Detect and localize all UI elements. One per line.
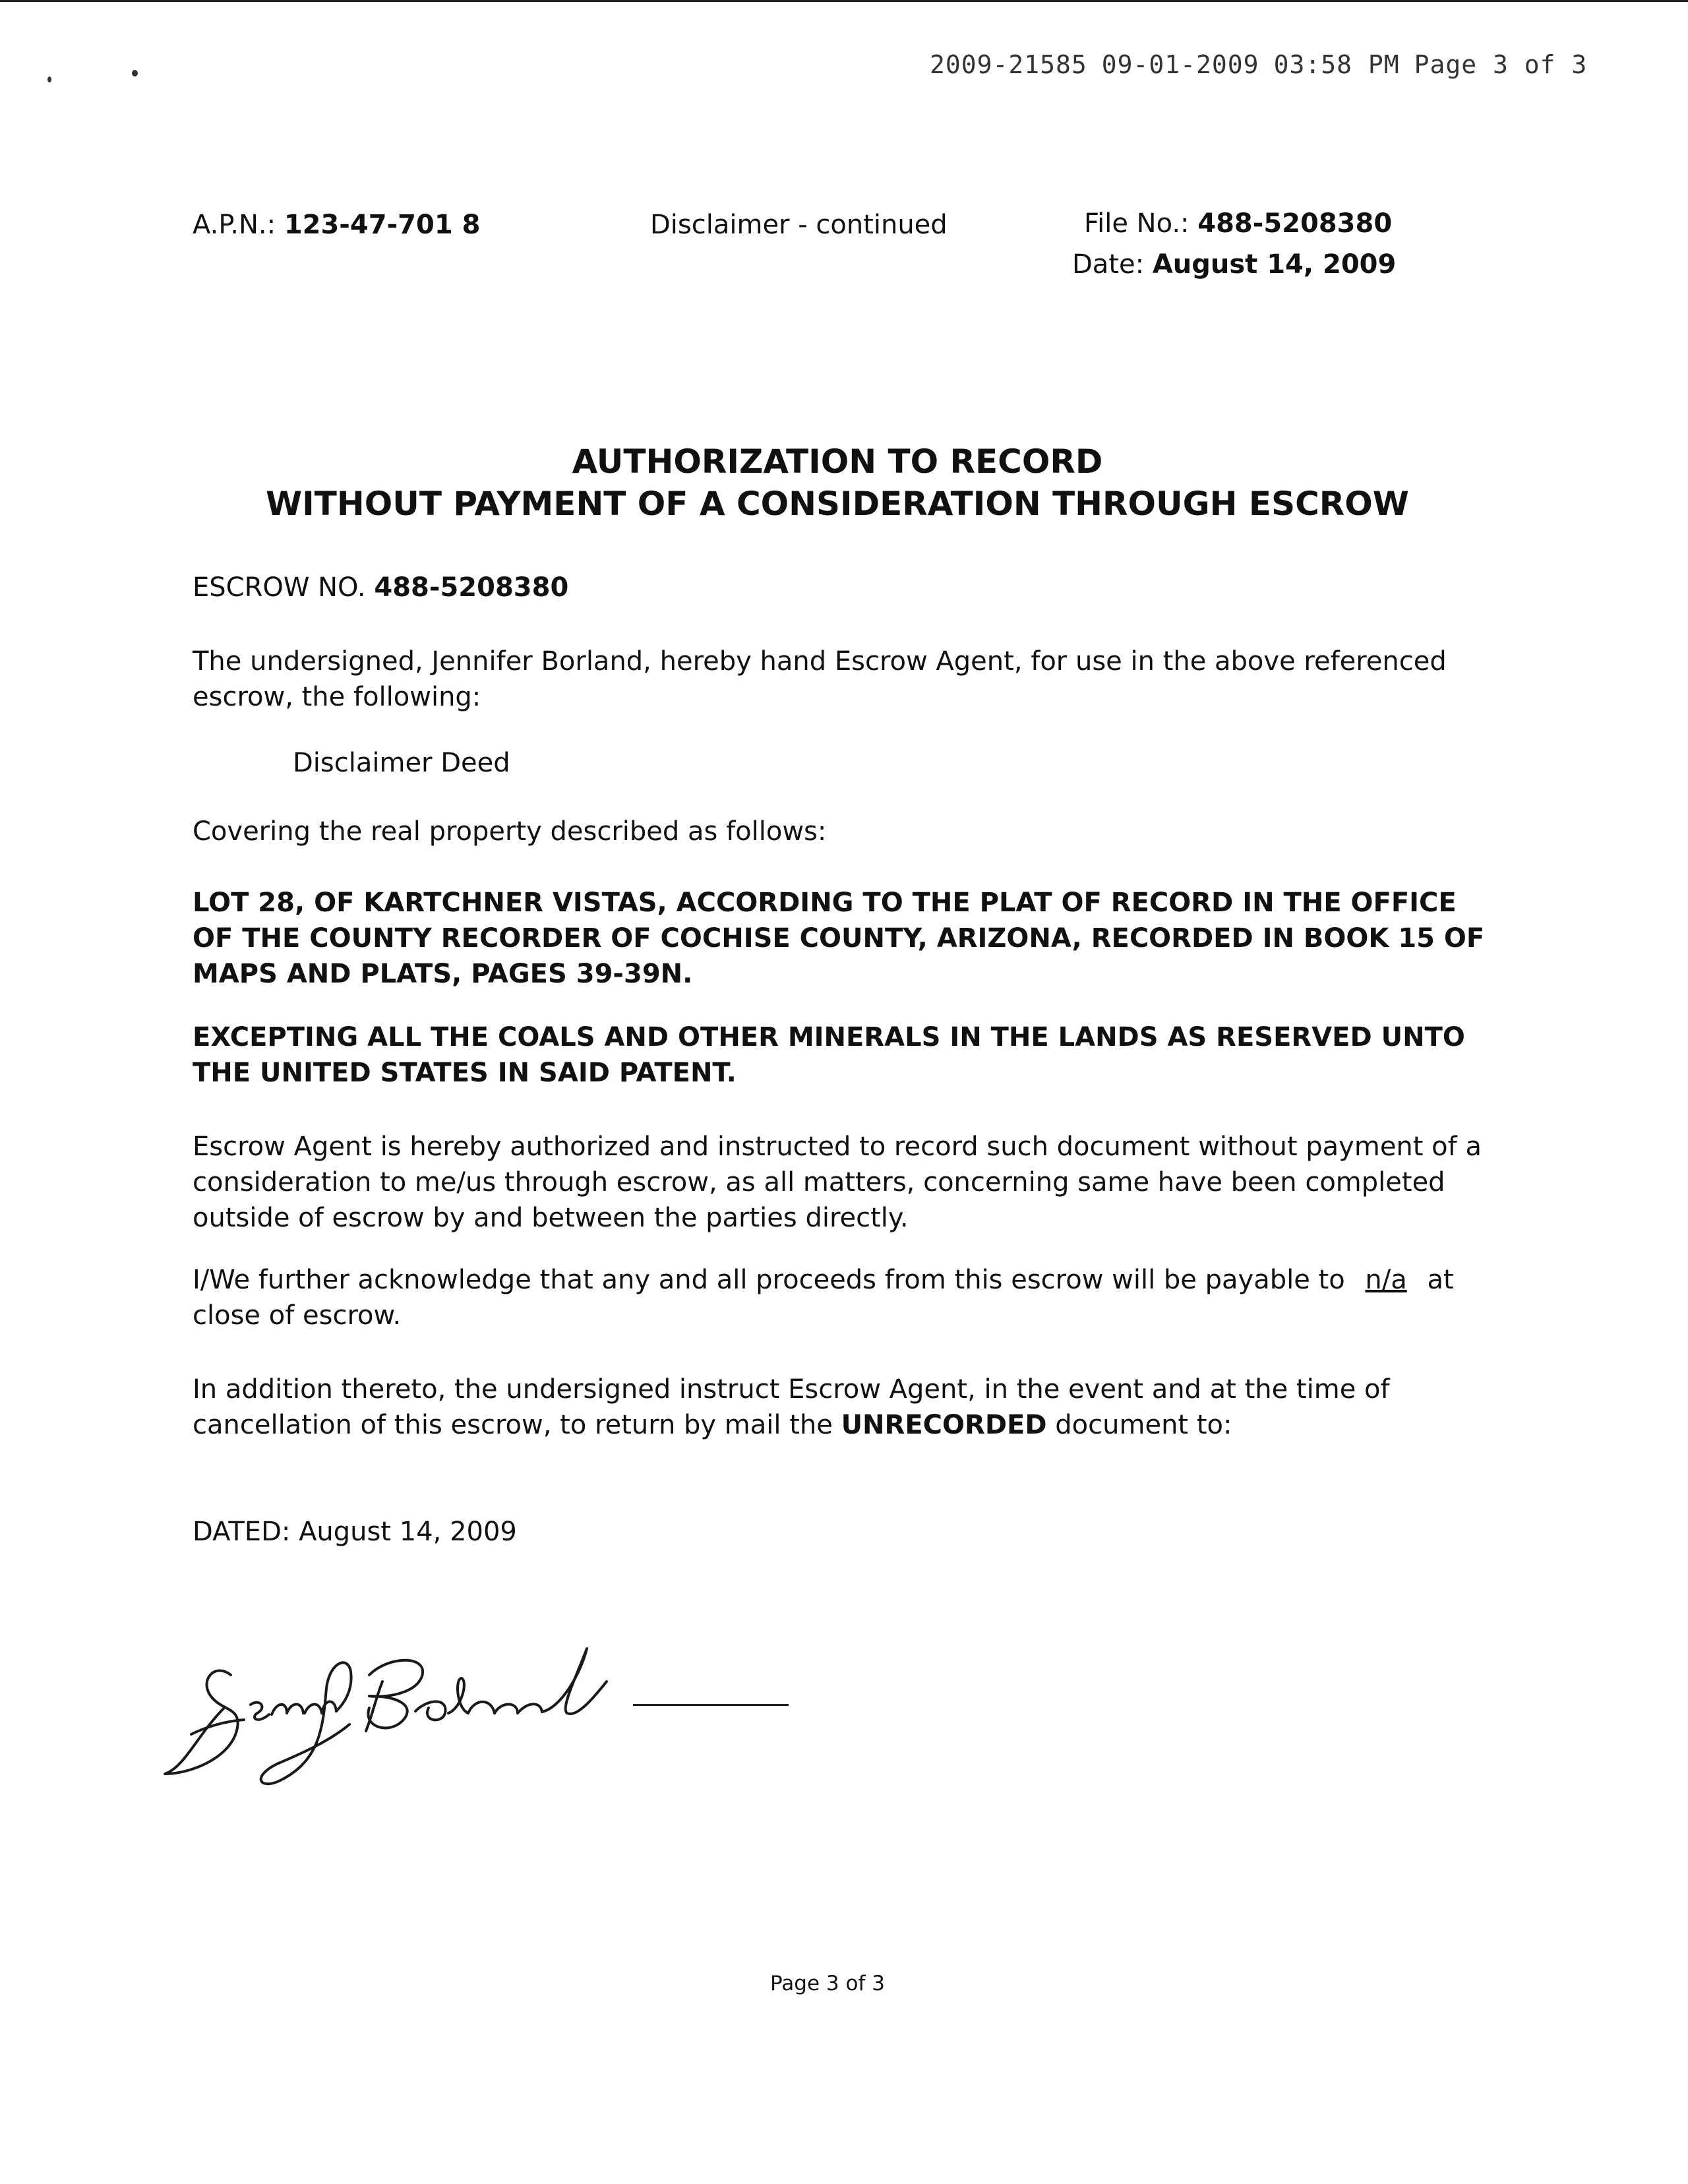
recording-stamp bbox=[930, 50, 1589, 79]
document-name: Disclaimer Deed bbox=[293, 748, 510, 778]
mineral-exception: EXCEPTING ALL THE COALS AND OTHER MINERALS IN THE LANDS AS RESERVED UNTO THE UNITED STATES IN SAID PATENT. bbox=[193, 1022, 1465, 1088]
section-label: Disclaimer - continued bbox=[650, 210, 948, 240]
legal-description: LOT 28, OF KARTCHNER VISTAS, ACCORDING TO THE PLAT OF RECORD IN THE OFFICE OF THE COUNTY RECORDER OF COCHISE COUNTY, ARIZONA, RECORDED IN BOOK 15 OF MAPS AND PLATS, PAGES 39-39N. bbox=[193, 888, 1485, 989]
date-label: Date: bbox=[1072, 249, 1145, 280]
intro-paragraph: The undersigned, Jennifer Borland, hereby hand Escrow Agent, for use in the above referenced escrow, the following: bbox=[193, 646, 1447, 712]
footer-page-label: Page bbox=[770, 1972, 820, 1995]
file-label: File No.: bbox=[1084, 208, 1190, 239]
scan-speck bbox=[132, 70, 138, 76]
cancellation-bold: UNRECORDED bbox=[841, 1410, 1047, 1440]
recording-date: 09-01-2009 bbox=[1101, 50, 1259, 79]
dated-label: DATED: bbox=[193, 1517, 291, 1547]
escrow-number bbox=[193, 570, 1505, 605]
recording-page: Page 3 of 3 bbox=[1414, 50, 1588, 79]
date-field bbox=[1072, 249, 1396, 280]
signature-image bbox=[152, 1635, 811, 1794]
footer-current-page: 3 bbox=[826, 1972, 839, 1995]
cancellation-paragraph bbox=[193, 1372, 1505, 1443]
apn-value: 123-47-701 8 bbox=[284, 210, 481, 240]
proceeds-paragraph bbox=[193, 1262, 1505, 1333]
scan-speck bbox=[47, 76, 51, 82]
title-line-1: AUTHORIZATION TO RECORD bbox=[572, 442, 1103, 481]
page-footer bbox=[0, 1972, 1655, 1995]
escrow-value: 488-5208380 bbox=[374, 572, 569, 603]
apn-label: A.P.N.: bbox=[193, 210, 276, 240]
cancellation-text: In addition thereto, the undersigned instruct Escrow Agent, in the event and at the time of cancellation of this escrow, to return by mail the bbox=[193, 1374, 1390, 1440]
authorization-paragraph: Escrow Agent is hereby authorized and instructed to record such document without payment of a consideration to me/us through escrow, as all matters, concerning same have been completed outside of escrow by and between the parties directly. bbox=[193, 1132, 1482, 1233]
proceeds-payee: n/a bbox=[1365, 1265, 1407, 1295]
proceeds-text-end: at close of escrow. bbox=[193, 1265, 1454, 1331]
recording-number: 2009-21585 bbox=[930, 50, 1087, 79]
dated-value: August 14, 2009 bbox=[299, 1517, 517, 1547]
document-title bbox=[0, 440, 1675, 525]
escrow-label: ESCROW NO. bbox=[193, 572, 366, 603]
proceeds-text: I/We further acknowledge that any and all proceeds from this escrow will be payable to bbox=[193, 1265, 1345, 1295]
covering-paragraph: Covering the real property described as follows: bbox=[193, 816, 827, 847]
dated-line bbox=[193, 1514, 1505, 1550]
date-value: August 14, 2009 bbox=[1152, 249, 1397, 280]
signature-line bbox=[633, 1704, 789, 1706]
cancellation-text-end: document to: bbox=[1055, 1410, 1232, 1440]
file-number-field bbox=[1084, 208, 1392, 239]
apn-field bbox=[193, 210, 480, 240]
scan-top-edge bbox=[0, 0, 1688, 2]
footer-total-pages: 3 bbox=[872, 1972, 885, 1995]
file-value: 488-5208380 bbox=[1197, 208, 1393, 239]
footer-of-label: of bbox=[845, 1972, 866, 1995]
title-line-2: WITHOUT PAYMENT OF A CONSIDERATION THROUGH ESCROW bbox=[266, 485, 1409, 523]
recording-time: 03:58 PM bbox=[1273, 50, 1400, 79]
